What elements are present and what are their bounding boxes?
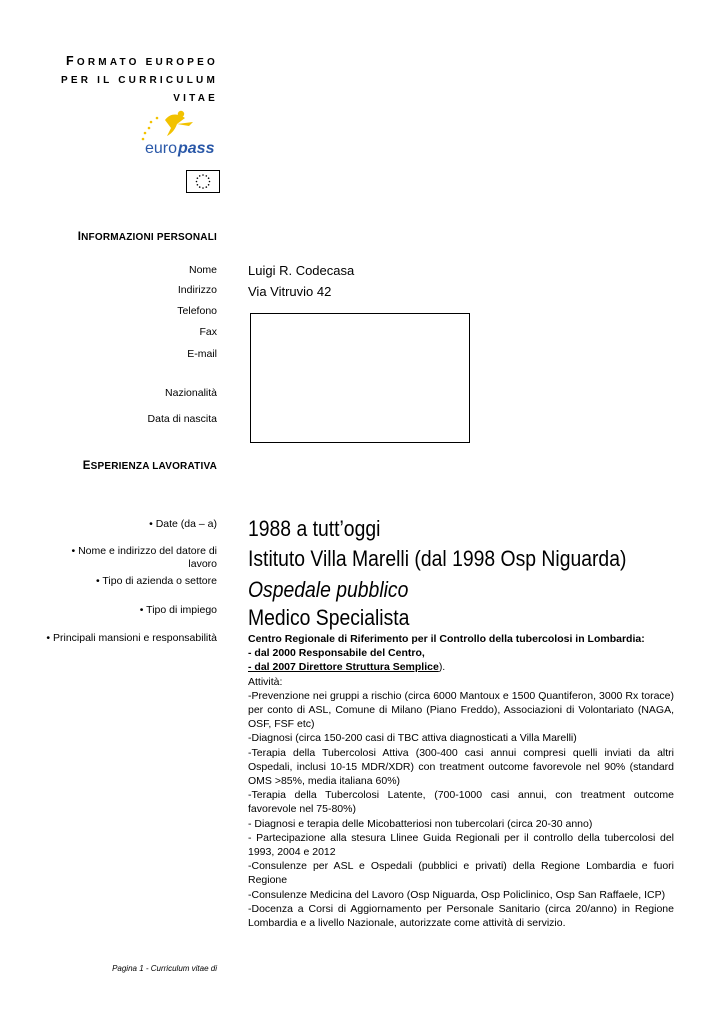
duties-item: -Diagnosi (circa 150-200 casi di TBC attiva diagnosticati a Villa Marelli)	[248, 732, 577, 745]
value-employer: Istituto Villa Marelli (dal 1998 Osp Niguarda)	[248, 546, 627, 571]
title-line-2: PER IL CURRICULUM	[61, 75, 218, 86]
duties-item: - Partecipazione alla stesura Llinee Guida Regionali per il controllo della tubercolosi del 1993, 2004 e 2012	[248, 831, 674, 859]
value-company-type: Ospedale pubblico	[248, 577, 409, 602]
label-employer: • Nome e indirizzo del datore di lavoro	[71, 545, 217, 570]
label-data-nascita: Data di nascita	[147, 413, 217, 425]
page-footer: Pagina 1 - Curriculum vitae di	[112, 964, 217, 973]
label-nome: Nome	[188, 264, 217, 276]
label-date: • Date (da – a)	[149, 518, 217, 530]
title-line-1: FORMATO EUROPEO	[66, 54, 218, 68]
value-date: 1988 a tutt’oggi	[248, 516, 381, 541]
duties-item: -Terapia della Tubercolosi Attiva (300-400 casi annui compresi quelli inviati da altri Ospedali, inclusi 10-15 MDR/XDR) con treatment outcome favorevole nel 90% (standard OMS >85%, media italiana 60%)	[248, 746, 674, 788]
label-telefono: Telefono	[177, 305, 217, 317]
duties-resp-1: - dal 2000 Responsabile del Centro,	[248, 647, 425, 660]
duties-item: -Prevenzione nei gruppi a rischio (circa 6000 Mantoux e 1500 Quantiferon, 3000 Rx torace) per conto di ASL, Comune di Milano (Piano Freddo), Associazioni di Volontariato (NAGA, OSF, FSF etc)	[248, 689, 674, 731]
label-email: E-mail	[187, 348, 217, 360]
document-title	[61, 55, 218, 105]
label-job-type: • Tipo di impiego	[139, 604, 217, 616]
duties-attivita: Attività:	[248, 675, 283, 688]
section-personal-info: INFORMAZIONI PERSONALI	[77, 231, 217, 243]
eu-stars-icon	[187, 171, 219, 192]
duties-item: -Docenza a Corsi di Aggiornamento per Personale Sanitario (circa 20/anno) in Regione Lombardia e a livello Nazionale, autorizzate come attività di servizio.	[248, 902, 674, 930]
label-duties: • Principali mansioni e responsabilità	[46, 632, 217, 644]
label-nazionalita: Nazionalità	[165, 387, 217, 399]
duties-item: -Consulenze Medicina del Lavoro (Osp Niguarda, Osp Policlinico, Osp San Raffaele, ICP)	[248, 888, 666, 901]
duties-resp-2: - dal 2007 Direttore Struttura Semplice).	[248, 661, 446, 674]
svg-text:pass: pass	[178, 140, 215, 157]
redaction-box	[250, 313, 470, 443]
europass-logo	[137, 108, 221, 158]
label-fax: Fax	[199, 326, 217, 338]
svg-text:euro: euro	[145, 140, 178, 157]
section-work-experience: ESPERIENZA LAVORATIVA	[82, 460, 217, 472]
duties-item: - Diagnosi e terapia delle Micobatteriosi non tubercolari (circa 20-30 anno)	[248, 817, 593, 830]
title-line-3: VITAE	[173, 93, 218, 104]
eu-flag	[186, 170, 220, 193]
value-indirizzo: Via Vitruvio 42	[248, 284, 332, 299]
duties-heading: Centro Regionale di Riferimento per il Controllo della tubercolosi in Lombardia:	[248, 633, 645, 645]
value-nome: Luigi R. Codecasa	[248, 263, 355, 278]
duties-item: -Consulenze per ASL e Ospedali (pubblici e privati) della Regione Lombardia e fuori Regione	[248, 860, 674, 887]
label-indirizzo: Indirizzo	[177, 284, 217, 296]
label-company-type: • Tipo di azienda o settore	[95, 575, 217, 587]
value-job-type: Medico Specialista	[248, 605, 410, 630]
duties-item: -Terapia della Tubercolosi Latente, (700-1000 casi annui, con treatment outcome favorevole nel 75-80%)	[248, 789, 674, 816]
duties-text	[248, 632, 674, 930]
